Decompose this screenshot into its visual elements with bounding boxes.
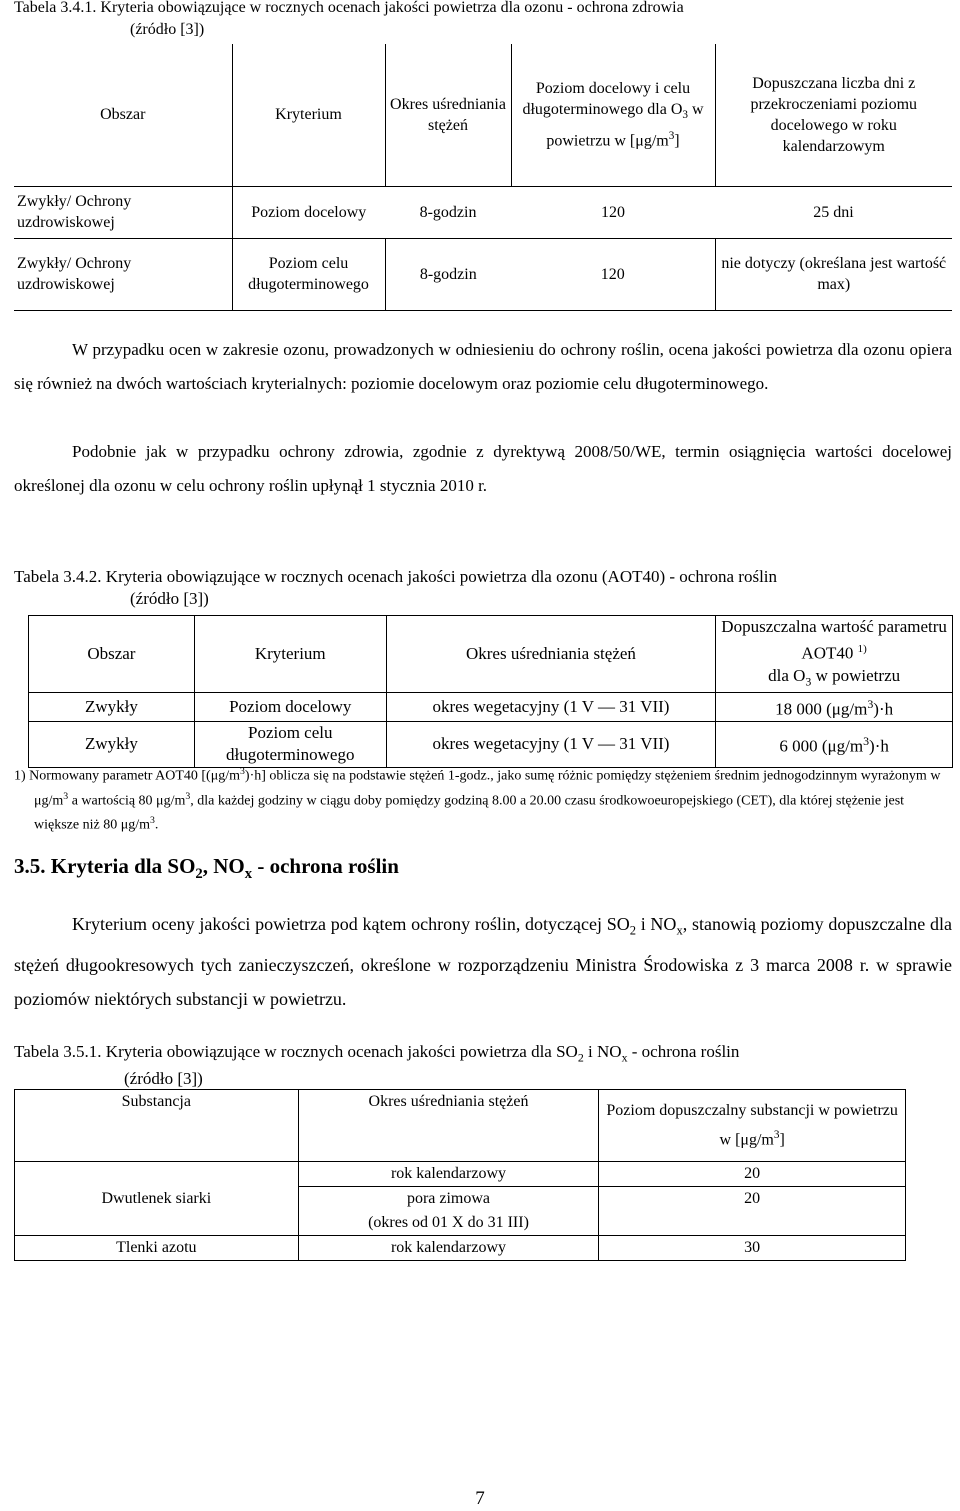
table3-caption-sub2: x [621,1050,628,1065]
section-heading-3-5 [14,854,399,883]
table1-caption-line1: Tabela 3.4.1. Kryteria obowiązujące w rocznych ocenach jakości powietrza dla ozonu - ochrona zdrowia [14,0,684,16]
table3-header-poziom-text: Poziom dopuszczalny substancji w powietrzu w [μg/m [606,1101,898,1149]
table1-row1-okres: 8-godzin [385,186,511,238]
table3-so2-nox [14,1089,906,1261]
table1-caption [14,0,684,41]
table1-row1-obszar: Zwykły/ Ochrony uzdrowiskowej [14,186,232,238]
table1-header-obszar: Obszar [14,44,232,186]
table2-header-row [29,616,953,693]
table1-row1-dni: 25 dni [715,186,952,238]
table-row [15,1236,906,1261]
section-heading-c: - ochrona roślin [252,854,399,878]
section-heading-a: 3.5. Kryteria dla SO [14,854,196,878]
table3-nox-okres: rok kalendarzowy [298,1236,599,1261]
table2-footnote [14,762,952,836]
footnote-part-d: , dla każdej godziny w ciągu doby pomiędzy godziną 8.00 a 20.00 czasu środkowoeuropejskiego (CET), dla której stężenie jest większe niż 80 μg/m [34,793,905,833]
table2-footnote-text [14,762,952,836]
table2-row1-value [716,693,953,722]
table1-row2-wartosc: 120 [511,238,715,310]
table3-caption-b: i NO [583,1042,622,1061]
paragraph2-text: Podobnie jak w przypadku ochrony zdrowia, zgodnie z dyrektywą 2008/50/WE, termin osiągnięcia wartości docelowej określonej dla ozonu w celu ochrony roślin upłynął 1 stycznia 2010 r. [14,442,952,495]
paragraph-plants-ozone [14,333,952,401]
table2-header-dop-sub: 3 [805,674,812,689]
paragraph-directive [14,435,952,503]
table2-row1-okres: okres wegetacyjny (1 V — 31 VII) [386,693,716,722]
section-heading-b: , NO [202,854,245,878]
table1-header-poziom-sup: 3 [668,130,675,143]
table3-header-poziom [599,1090,906,1162]
table3-nox-val: 30 [599,1236,906,1261]
page-number: 7 [475,1488,485,1509]
footnote-part-a: 1) Normowany parametr AOT40 [(μg/m [14,768,241,784]
table1-header-poziom-text: Poziom docelowy i celu długoterminowego dla O [522,79,691,118]
table2-header-dopuszczalna [716,616,953,693]
table3-so2-r1-okres: rok kalendarzowy [298,1162,599,1187]
table2-row1-value-b: )·h [873,699,894,719]
table2-header-dop-end: w powietrzu [811,665,901,685]
table-row [29,721,953,767]
table3-so2-r1-val: 20 [599,1162,906,1187]
table1-header-row [14,44,952,186]
table2-row1-obszar: Zwykły [29,693,195,722]
table1-row1-kryterium: Poziom docelowy [232,186,385,238]
paragraph3-b: i NO [636,914,677,934]
table2-row2-value-sup: 3 [863,734,870,749]
table1-header-poziom-unit: w powietrzu w [μg/m [546,100,704,150]
paragraph-so2-nox [14,907,952,1016]
table3-header-row [15,1090,906,1162]
table3-header-substancja: Substancja [15,1090,299,1162]
table2-row2-value [716,721,953,767]
table2-row2-value-a: 6 000 (μg/m [779,737,864,757]
table1-ozone-health [14,44,952,311]
paragraph3-c: , stanowią poziomy dopuszczalne dla stężeń długookresowych tych zanieczyszczeń, określone w rozporządzeniu Ministra Środowiska z 3 marca 2008 r. w sprawie poziomów niektórych substancji w powietrzu. [14,914,952,1009]
table1-row2-obszar: Zwykły/ Ochrony uzdrowiskowej [14,238,232,310]
table1-header-dopuszczana: Dopuszczana liczba dni z przekroczeniami poziomu docelowego w roku kalendarzowym [715,44,952,186]
section-heading-sub1: 2 [195,866,203,883]
table1-row2-okres: 8-godzin [385,238,511,310]
footnote-sup2: 3 [63,790,69,802]
table2-row2-okres: okres wegetacyjny (1 V — 31 VII) [386,721,716,767]
table2-caption-line1: Tabela 3.4.2. Kryteria obowiązujące w rocznych ocenach jakości powietrza dla ozonu (AOT40) - ochrona roślin [14,567,778,586]
table2-header-dop-text: Dopuszczalna wartość parametru AOT40 [721,617,947,663]
table-row [14,238,952,310]
table-row [29,693,953,722]
table2-row2-kryterium: Poziom celu długoterminowego [194,721,386,767]
paragraph3-sub1: 2 [629,923,637,938]
footnote-sup1: 3 [240,766,245,777]
footnote-part-b: )·h] oblicza się na podstawie stężeń 1-godz., jako sumę różnic pomiędzy stężeniem średnim jednogodzinnym wyrażonym w μg/m [34,768,941,809]
table2-header-footnote-ref: 1) [857,643,867,655]
footnote-sup4: 3 [149,815,155,827]
table3-caption-line1 [14,1041,739,1068]
table2-header-okres: Okres uśredniania stężeń [386,616,716,693]
table1-header-kryterium: Kryterium [232,44,385,186]
table2-row1-value-a: 18 000 (μg/m [775,699,868,719]
table1-header-okres: Okres uśredniania stężeń [385,44,511,186]
table3-so2-r3-okres: (okres od 01 X do 31 III) [298,1211,599,1236]
table-row [15,1162,906,1187]
table2-header-obszar: Obszar [29,616,195,693]
footnote-part-c: a wartością 80 μg/m [68,793,186,809]
table3-so2-name: Dwutlenek siarki [15,1162,299,1236]
table1-row2-kryterium: Poziom celu długoterminowego [232,238,385,310]
footnote-sup3: 3 [185,790,191,802]
table-row [14,186,952,238]
table3-header-poziom-sup: 3 [773,1128,780,1141]
table2-header-kryterium: Kryterium [194,616,386,693]
table2-header-dop-line2: dla O [768,665,806,685]
table3-nox-name: Tlenki azotu [15,1236,299,1261]
paragraph3-a: Kryterium oceny jakości powietrza pod kątem ochrony roślin, dotyczącej SO [72,914,630,934]
paragraph1-text: W przypadku ocen w zakresie ozonu, prowadzonych w odniesieniu do ochrony roślin, ocena jakości powietrza dla ozonu opiera się również na dwóch wartościach kryterialnych: poziomie docelowym oraz poziomie celu długoterminowego. [14,340,952,393]
table2-caption [14,566,777,610]
paragraph3-sub2: x [676,923,683,938]
table3-caption-source: (źródło [3]) [124,1069,203,1089]
table1-header-poziom [511,44,715,186]
table1-header-poziom-end: ] [674,132,680,150]
table1-header-poziom-sub: 3 [682,109,688,122]
table1-caption-source: (źródło [3]) [130,21,205,38]
table1-row2-dni: nie dotyczy (określana jest wartość max) [715,238,952,310]
table2-caption-source: (źródło [3]) [130,589,209,608]
section-heading-sub2: x [244,866,253,883]
table1-row1-wartosc: 120 [511,186,715,238]
table3-header-poziom-end: ] [779,1131,785,1149]
table3-so2-r2-val: 20 [599,1187,906,1212]
table2-row1-kryterium: Poziom docelowy [194,693,386,722]
table3-caption-a: Tabela 3.5.1. Kryteria obowiązujące w rocznych ocenach jakości powietrza dla SO [14,1042,578,1061]
table2-row2-obszar: Zwykły [29,721,195,767]
table3-caption [14,1041,739,1090]
table3-caption-c: - ochrona roślin [627,1042,740,1061]
table3-caption-sub1: 2 [577,1050,584,1065]
table2-row2-value-b: )·h [869,737,889,757]
footnote-part-e: . [154,817,159,833]
table3-so2-r2-okres: pora zimowa [298,1187,599,1212]
table3-so2-r3-empty [599,1211,906,1236]
table2-ozone-plants [28,615,953,768]
table2-row1-value-sup: 3 [867,697,874,712]
table3-header-okres: Okres uśredniania stężeń [298,1090,599,1162]
